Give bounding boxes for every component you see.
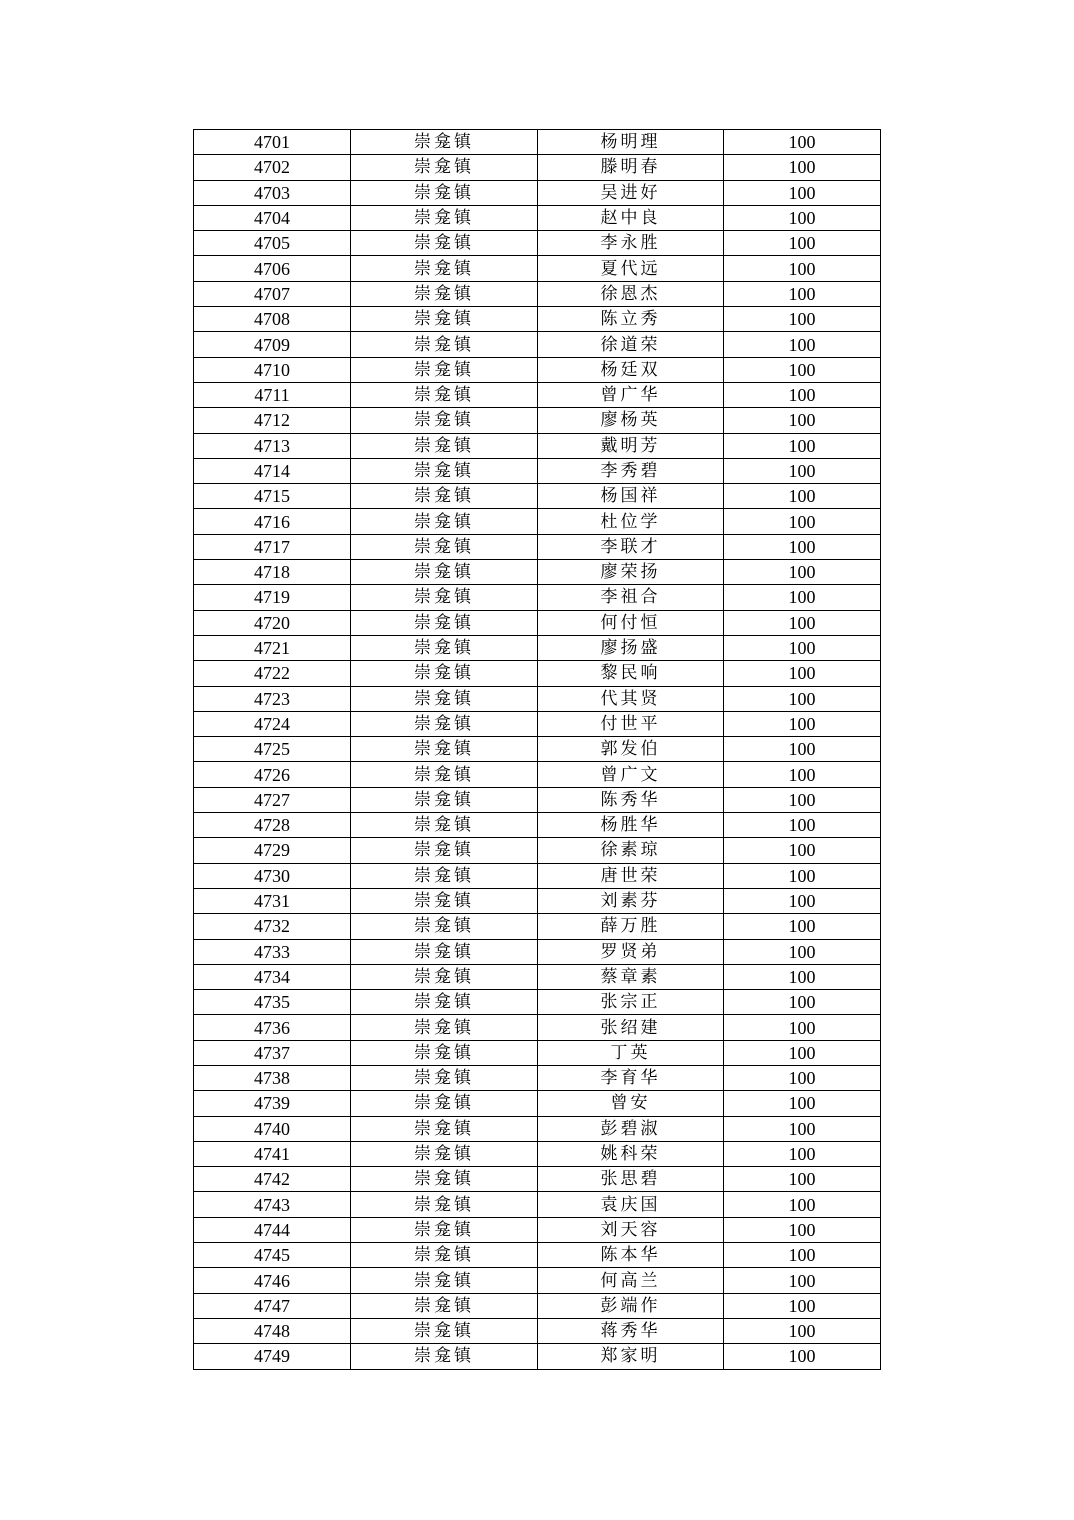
cell-number: 4736 <box>194 1015 351 1040</box>
cell-amount: 100 <box>724 1167 881 1192</box>
cell-name: 彭端作 <box>538 1293 724 1318</box>
cell-town: 崇龛镇 <box>351 231 538 256</box>
cell-name: 戴明芳 <box>538 433 724 458</box>
cell-amount: 100 <box>724 762 881 787</box>
cell-name: 廖扬盛 <box>538 635 724 660</box>
cell-town: 崇龛镇 <box>351 1141 538 1166</box>
cell-name: 李秀碧 <box>538 458 724 483</box>
table-row <box>194 484 881 509</box>
cell-town: 崇龛镇 <box>351 256 538 281</box>
cell-town: 崇龛镇 <box>351 635 538 660</box>
cell-amount: 100 <box>724 534 881 559</box>
cell-town: 崇龛镇 <box>351 1091 538 1116</box>
cell-town: 崇龛镇 <box>351 155 538 180</box>
cell-name: 徐恩杰 <box>538 281 724 306</box>
cell-number: 4713 <box>194 433 351 458</box>
table-row <box>194 1091 881 1116</box>
cell-number: 4737 <box>194 1040 351 1065</box>
table-row <box>194 661 881 686</box>
cell-name: 代其贤 <box>538 686 724 711</box>
cell-number: 4726 <box>194 762 351 787</box>
cell-amount: 100 <box>724 458 881 483</box>
cell-amount: 100 <box>724 711 881 736</box>
cell-number: 4711 <box>194 382 351 407</box>
table-row <box>194 585 881 610</box>
cell-number: 4738 <box>194 1065 351 1090</box>
cell-town: 崇龛镇 <box>351 1015 538 1040</box>
cell-name: 曾广华 <box>538 382 724 407</box>
cell-number: 4748 <box>194 1318 351 1343</box>
cell-name: 廖杨英 <box>538 408 724 433</box>
cell-name: 唐世荣 <box>538 863 724 888</box>
table-row <box>194 1344 881 1369</box>
cell-town: 崇龛镇 <box>351 1243 538 1268</box>
cell-amount: 100 <box>724 281 881 306</box>
table-row <box>194 838 881 863</box>
cell-number: 4733 <box>194 939 351 964</box>
table-row <box>194 737 881 762</box>
cell-number: 4707 <box>194 281 351 306</box>
cell-town: 崇龛镇 <box>351 1167 538 1192</box>
cell-number: 4734 <box>194 964 351 989</box>
cell-number: 4720 <box>194 610 351 635</box>
cell-number: 4702 <box>194 155 351 180</box>
table-row <box>194 813 881 838</box>
cell-amount: 100 <box>724 635 881 660</box>
cell-number: 4746 <box>194 1268 351 1293</box>
cell-name: 李育华 <box>538 1065 724 1090</box>
cell-name: 廖荣扬 <box>538 560 724 585</box>
cell-amount: 100 <box>724 1192 881 1217</box>
cell-town: 崇龛镇 <box>351 560 538 585</box>
cell-town: 崇龛镇 <box>351 433 538 458</box>
recipient-table <box>193 129 881 1370</box>
cell-amount: 100 <box>724 357 881 382</box>
cell-name: 郭发伯 <box>538 737 724 762</box>
cell-amount: 100 <box>724 585 881 610</box>
cell-name: 李祖合 <box>538 585 724 610</box>
table-row <box>194 509 881 534</box>
table-row <box>194 382 881 407</box>
cell-amount: 100 <box>724 1217 881 1242</box>
cell-town: 崇龛镇 <box>351 964 538 989</box>
cell-amount: 100 <box>724 155 881 180</box>
cell-town: 崇龛镇 <box>351 711 538 736</box>
table-row <box>194 332 881 357</box>
table-row <box>194 256 881 281</box>
cell-number: 4739 <box>194 1091 351 1116</box>
cell-town: 崇龛镇 <box>351 762 538 787</box>
cell-number: 4749 <box>194 1344 351 1369</box>
table-row <box>194 1141 881 1166</box>
cell-number: 4729 <box>194 838 351 863</box>
cell-town: 崇龛镇 <box>351 737 538 762</box>
cell-town: 崇龛镇 <box>351 180 538 205</box>
cell-amount: 100 <box>724 433 881 458</box>
table-row <box>194 130 881 155</box>
cell-town: 崇龛镇 <box>351 1344 538 1369</box>
cell-town: 崇龛镇 <box>351 332 538 357</box>
cell-name: 曾广文 <box>538 762 724 787</box>
cell-amount: 100 <box>724 1318 881 1343</box>
cell-amount: 100 <box>724 737 881 762</box>
cell-number: 4712 <box>194 408 351 433</box>
cell-town: 崇龛镇 <box>351 382 538 407</box>
cell-town: 崇龛镇 <box>351 130 538 155</box>
table-row <box>194 307 881 332</box>
cell-amount: 100 <box>724 686 881 711</box>
cell-name: 赵中良 <box>538 205 724 230</box>
cell-amount: 100 <box>724 787 881 812</box>
cell-name: 曾安 <box>538 1091 724 1116</box>
cell-town: 崇龛镇 <box>351 990 538 1015</box>
cell-number: 4705 <box>194 231 351 256</box>
cell-amount: 100 <box>724 1116 881 1141</box>
table-row <box>194 888 881 913</box>
cell-amount: 100 <box>724 231 881 256</box>
table-row <box>194 762 881 787</box>
cell-name: 丁英 <box>538 1040 724 1065</box>
cell-amount: 100 <box>724 332 881 357</box>
cell-town: 崇龛镇 <box>351 787 538 812</box>
table-row <box>194 205 881 230</box>
cell-number: 4704 <box>194 205 351 230</box>
cell-number: 4703 <box>194 180 351 205</box>
cell-name: 郑家明 <box>538 1344 724 1369</box>
cell-town: 崇龛镇 <box>351 585 538 610</box>
table-row <box>194 990 881 1015</box>
cell-town: 崇龛镇 <box>351 1065 538 1090</box>
cell-town: 崇龛镇 <box>351 357 538 382</box>
cell-number: 4741 <box>194 1141 351 1166</box>
table-row <box>194 914 881 939</box>
cell-name: 蒋秀华 <box>538 1318 724 1343</box>
table-row <box>194 1040 881 1065</box>
cell-number: 4721 <box>194 635 351 660</box>
cell-number: 4717 <box>194 534 351 559</box>
cell-number: 4719 <box>194 585 351 610</box>
cell-amount: 100 <box>724 610 881 635</box>
table-row <box>194 1116 881 1141</box>
cell-number: 4728 <box>194 813 351 838</box>
cell-amount: 100 <box>724 1091 881 1116</box>
table-row <box>194 281 881 306</box>
cell-number: 4743 <box>194 1192 351 1217</box>
cell-name: 徐道荣 <box>538 332 724 357</box>
cell-amount: 100 <box>724 1040 881 1065</box>
cell-name: 杨廷双 <box>538 357 724 382</box>
cell-town: 崇龛镇 <box>351 838 538 863</box>
table-row <box>194 231 881 256</box>
cell-number: 4730 <box>194 863 351 888</box>
cell-amount: 100 <box>724 382 881 407</box>
cell-town: 崇龛镇 <box>351 610 538 635</box>
cell-amount: 100 <box>724 130 881 155</box>
table-row <box>194 180 881 205</box>
cell-number: 4735 <box>194 990 351 1015</box>
cell-name: 杜位学 <box>538 509 724 534</box>
cell-number: 4740 <box>194 1116 351 1141</box>
cell-number: 4718 <box>194 560 351 585</box>
table-row <box>194 433 881 458</box>
cell-name: 何高兰 <box>538 1268 724 1293</box>
cell-name: 陈本华 <box>538 1243 724 1268</box>
cell-town: 崇龛镇 <box>351 408 538 433</box>
cell-amount: 100 <box>724 888 881 913</box>
cell-town: 崇龛镇 <box>351 1217 538 1242</box>
cell-town: 崇龛镇 <box>351 813 538 838</box>
cell-number: 4716 <box>194 509 351 534</box>
cell-number: 4725 <box>194 737 351 762</box>
table-row <box>194 686 881 711</box>
cell-number: 4710 <box>194 357 351 382</box>
table-row <box>194 1192 881 1217</box>
cell-name: 薛万胜 <box>538 914 724 939</box>
cell-name: 陈秀华 <box>538 787 724 812</box>
cell-town: 崇龛镇 <box>351 1116 538 1141</box>
cell-amount: 100 <box>724 964 881 989</box>
cell-name: 杨明理 <box>538 130 724 155</box>
cell-number: 4745 <box>194 1243 351 1268</box>
cell-number: 4742 <box>194 1167 351 1192</box>
table-row <box>194 155 881 180</box>
cell-amount: 100 <box>724 813 881 838</box>
cell-town: 崇龛镇 <box>351 1192 538 1217</box>
cell-amount: 100 <box>724 1243 881 1268</box>
cell-name: 滕明春 <box>538 155 724 180</box>
cell-amount: 100 <box>724 509 881 534</box>
cell-amount: 100 <box>724 1015 881 1040</box>
cell-name: 刘天容 <box>538 1217 724 1242</box>
cell-amount: 100 <box>724 990 881 1015</box>
cell-town: 崇龛镇 <box>351 205 538 230</box>
cell-amount: 100 <box>724 307 881 332</box>
cell-name: 张思碧 <box>538 1167 724 1192</box>
cell-town: 崇龛镇 <box>351 661 538 686</box>
table-row <box>194 964 881 989</box>
table-row <box>194 1065 881 1090</box>
cell-name: 付世平 <box>538 711 724 736</box>
cell-town: 崇龛镇 <box>351 939 538 964</box>
cell-town: 崇龛镇 <box>351 1293 538 1318</box>
cell-number: 4701 <box>194 130 351 155</box>
cell-number: 4706 <box>194 256 351 281</box>
cell-town: 崇龛镇 <box>351 914 538 939</box>
cell-town: 崇龛镇 <box>351 307 538 332</box>
table-row <box>194 534 881 559</box>
cell-amount: 100 <box>724 256 881 281</box>
table-row <box>194 408 881 433</box>
cell-town: 崇龛镇 <box>351 534 538 559</box>
table-body <box>194 130 881 1370</box>
cell-amount: 100 <box>724 408 881 433</box>
cell-name: 张宗正 <box>538 990 724 1015</box>
cell-town: 崇龛镇 <box>351 686 538 711</box>
cell-name: 刘素芬 <box>538 888 724 913</box>
table-row <box>194 1167 881 1192</box>
cell-name: 陈立秀 <box>538 307 724 332</box>
table-row <box>194 1243 881 1268</box>
cell-name: 姚科荣 <box>538 1141 724 1166</box>
cell-amount: 100 <box>724 939 881 964</box>
cell-town: 崇龛镇 <box>351 281 538 306</box>
table-row <box>194 357 881 382</box>
table-row <box>194 1015 881 1040</box>
cell-number: 4708 <box>194 307 351 332</box>
cell-amount: 100 <box>724 914 881 939</box>
cell-amount: 100 <box>724 1268 881 1293</box>
cell-town: 崇龛镇 <box>351 484 538 509</box>
cell-amount: 100 <box>724 205 881 230</box>
cell-name: 蔡章素 <box>538 964 724 989</box>
cell-name: 何付恒 <box>538 610 724 635</box>
table-row <box>194 458 881 483</box>
cell-number: 4722 <box>194 661 351 686</box>
cell-number: 4744 <box>194 1217 351 1242</box>
cell-name: 张绍建 <box>538 1015 724 1040</box>
table-row <box>194 1318 881 1343</box>
cell-number: 4714 <box>194 458 351 483</box>
cell-name: 吴进好 <box>538 180 724 205</box>
cell-town: 崇龛镇 <box>351 458 538 483</box>
cell-name: 夏代远 <box>538 256 724 281</box>
cell-amount: 100 <box>724 661 881 686</box>
cell-number: 4715 <box>194 484 351 509</box>
cell-number: 4727 <box>194 787 351 812</box>
cell-name: 李永胜 <box>538 231 724 256</box>
cell-town: 崇龛镇 <box>351 888 538 913</box>
table-row <box>194 711 881 736</box>
cell-number: 4731 <box>194 888 351 913</box>
table-row <box>194 1293 881 1318</box>
cell-amount: 100 <box>724 484 881 509</box>
cell-amount: 100 <box>724 863 881 888</box>
cell-name: 杨国祥 <box>538 484 724 509</box>
table-row <box>194 1217 881 1242</box>
cell-town: 崇龛镇 <box>351 1040 538 1065</box>
cell-name: 李联才 <box>538 534 724 559</box>
cell-name: 杨胜华 <box>538 813 724 838</box>
cell-name: 黎民响 <box>538 661 724 686</box>
table-row <box>194 863 881 888</box>
table-row <box>194 939 881 964</box>
cell-name: 彭碧淑 <box>538 1116 724 1141</box>
table-row <box>194 635 881 660</box>
cell-amount: 100 <box>724 1065 881 1090</box>
cell-amount: 100 <box>724 1293 881 1318</box>
cell-amount: 100 <box>724 1141 881 1166</box>
cell-name: 罗贤弟 <box>538 939 724 964</box>
cell-number: 4732 <box>194 914 351 939</box>
cell-number: 4724 <box>194 711 351 736</box>
cell-amount: 100 <box>724 1344 881 1369</box>
cell-town: 崇龛镇 <box>351 509 538 534</box>
cell-town: 崇龛镇 <box>351 863 538 888</box>
table-row <box>194 1268 881 1293</box>
cell-amount: 100 <box>724 838 881 863</box>
table-row <box>194 787 881 812</box>
cell-number: 4709 <box>194 332 351 357</box>
cell-amount: 100 <box>724 560 881 585</box>
cell-name: 徐素琼 <box>538 838 724 863</box>
cell-number: 4747 <box>194 1293 351 1318</box>
cell-amount: 100 <box>724 180 881 205</box>
cell-number: 4723 <box>194 686 351 711</box>
cell-town: 崇龛镇 <box>351 1268 538 1293</box>
cell-town: 崇龛镇 <box>351 1318 538 1343</box>
table-row <box>194 560 881 585</box>
table-row <box>194 610 881 635</box>
cell-name: 袁庆国 <box>538 1192 724 1217</box>
